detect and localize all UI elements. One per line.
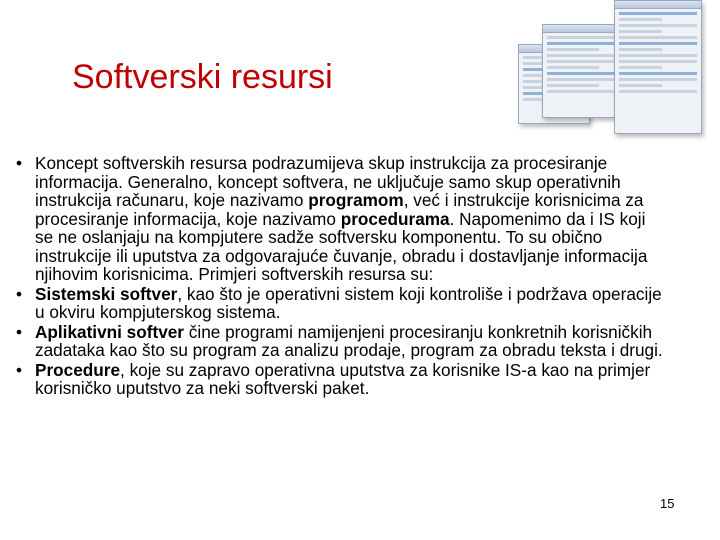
- software-windows-collage-icon: [518, 0, 703, 138]
- bullet-text: čine programi namijenjeni procesiranju konkretnih korisničkih zadataka kao što su program za analizu prodaje, program za obradu teksta i drugi.: [35, 321, 663, 360]
- bold-term: Aplikativni softver: [35, 321, 184, 342]
- bold-term: procedurama: [340, 208, 450, 229]
- bullet-text: , kao što je operativni sistem koji kontroliše i podržava operacije u okviru kompjuterskog sistema.: [35, 283, 662, 322]
- bullet-item: [10, 361, 665, 398]
- bullet-text: . Napomenimo da i IS koji se ne oslanjaju na kompjutere sadže softversku komponentu. To su obično instrukcije ili uputstva za odgovarajuće čuvanje, obradu i dostavljanje informacija njihovim korisnicima. Primjeri softverskih resursa su:: [35, 208, 648, 284]
- bullet-text: , već i instrukcije korisnicima za procesiranje informacija, koje nazivamo: [35, 190, 644, 229]
- bullet-point-icon: •: [15, 321, 23, 342]
- bullet-list-container: [10, 154, 665, 399]
- bullet-point-icon: •: [15, 359, 23, 380]
- bullet-list: [10, 154, 665, 398]
- page-number: 15: [660, 496, 675, 511]
- bullet-text: Koncept softverskih resursa podrazumijeva skup instrukcija za procesiranje informacija. Generalno, koncept softvera, ne uključuje samo skup operativnih instrukcija računaru, koje nazivamo: [35, 153, 621, 210]
- bullet-point-icon: •: [15, 153, 23, 173]
- bold-term: programom: [308, 190, 404, 210]
- bullet-text: , koje su zapravo operativna uputstva za korisnike IS-a kao na primjer korisničko uputstvo za neki softverski paket.: [35, 359, 651, 398]
- bullet-item: [10, 323, 665, 360]
- bullet-item: [10, 285, 665, 322]
- bullet-point-icon: •: [15, 283, 23, 304]
- bullet-item: [10, 154, 665, 284]
- slide-title: Softverski resursi: [72, 58, 333, 96]
- bold-term: Procedure: [35, 359, 121, 380]
- bold-term: Sistemski softver: [35, 283, 178, 304]
